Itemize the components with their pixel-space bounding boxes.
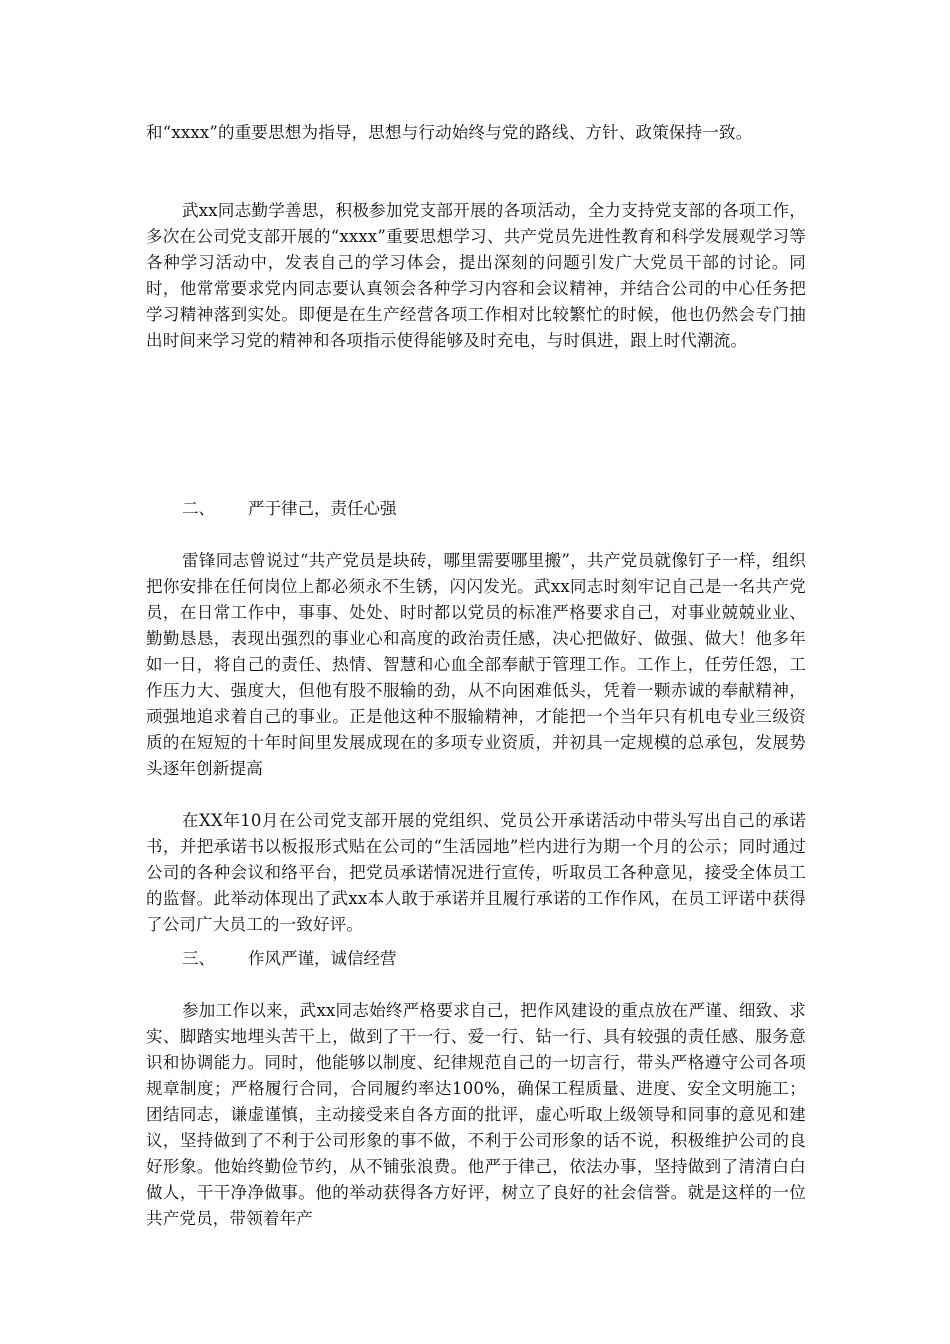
section-heading-2 [182, 496, 397, 522]
section-heading-3 [182, 946, 397, 972]
section-number: 二、 [182, 499, 215, 518]
paragraph-study: 武xx同志勤学善思，积极参加党支部开展的各项活动，全力支持党支部的各项工作，多次在公司党支部开展的“xxxx”重要思想学习、共产党员先进性教育和科学发展观学习等各种学习活动中，发表自己的学习体会，提出深刻的问题引发广大党员干部的讨论。同时，他常常要求党内同志要认真领会各种学习内容和会议精神，并结合公司的中心任务把学习精神落到实处。即便是在生产经营各项工作相对比较繁忙的时候，他也仍然会专门抽出时间来学习党的精神和各项指示使得能够及时充电，与时俱进，跟上时代潮流。 [146, 201, 806, 350]
paragraph-block-4 [146, 808, 806, 938]
section-number: 三、 [182, 949, 215, 968]
paragraph-work-style: 参加工作以来，武xx同志始终严格要求自己，把作风建设的重点放在严谨、细致、求实、脚踏实地埋头苦干上，做到了干一行、爱一行、钻一行、具有较强的责任感、服务意识和协调能力。同时，他能够以制度、纪律规范自己的一切言行，带头严格遵守公司各项规章制度；严格履行合同，合同履约率达100%，确保工程质量、进度、安全文明施工；团结同志，谦虚谨慎，主动接受来自各方面的批评，虚心听取上级领导和同事的意见和建议，坚持做到了不利于公司形象的事不做，不利于公司形象的话不说，积极维护公司的良好形象。他始终勤俭节约，从不铺张浪费。他严于律己，依法办事，坚持做到了清清白白做人，干干净净做事。他的举动获得各方好评，树立了良好的社会信誉。就是这样的一位共产党员，带领着年产 [146, 1001, 806, 1228]
section-title: 作风严谨，诚信经营 [248, 949, 397, 968]
paragraph-block-2 [146, 198, 806, 354]
paragraph-block-3 [146, 548, 806, 782]
paragraph-discipline: 雷锋同志曾说过“共产党员是块砖，哪里需要哪里搬”，共产党员就像钉子一样，组织把你安排在任何岗位上都必须永不生锈，闪闪发光。武xx同志时刻牢记自己是一名共产党员，在日常工作中，事事、处处、时时都以党员的标准严格要求自己，对事业兢兢业业、勤勤恳恳，表现出强烈的事业心和高度的政治责任感，决心把做好、做强、做大！他多年如一日，将自己的责任、热情、智慧和心血全部奉献于管理工作。工作上，任劳任怨，工作压力大、强度大，但他有股不服输的劲，从不向困难低头，凭着一颗赤诚的奉献精神，顽强地追求着自己的事业。正是他这种不服输精神，才能把一个当年只有机电专业三级资质的在短短的十年时间里发展成现在的多项专业资质，并初具一定规模的总承包，发展势头逐年创新提高 [146, 551, 806, 778]
section-title: 严于律己，责任心强 [248, 499, 397, 518]
paragraph-intro-continuation: 和“xxxx”的重要思想为指导，思想与行动始终与党的路线、方针、政策保持一致。 [146, 123, 753, 142]
paragraph-block-1 [146, 120, 806, 146]
paragraph-commitment: 在XX年10月在公司党支部开展的党组织、党员公开承诺活动中带头写出自己的承诺书，并把承诺书以板报形式贴在公司的“生活园地”栏内进行为期一个月的公示；同时通过公司的各种会议和络平台，把党员承诺情况进行宣传，听取员工各种意见，接受全体员工的监督。此举动体现出了武xx本人敢于承诺并且履行承诺的工作作风，在员工评诺中获得了公司广大员工的一致好评。 [146, 811, 806, 934]
paragraph-block-5 [146, 998, 806, 1232]
